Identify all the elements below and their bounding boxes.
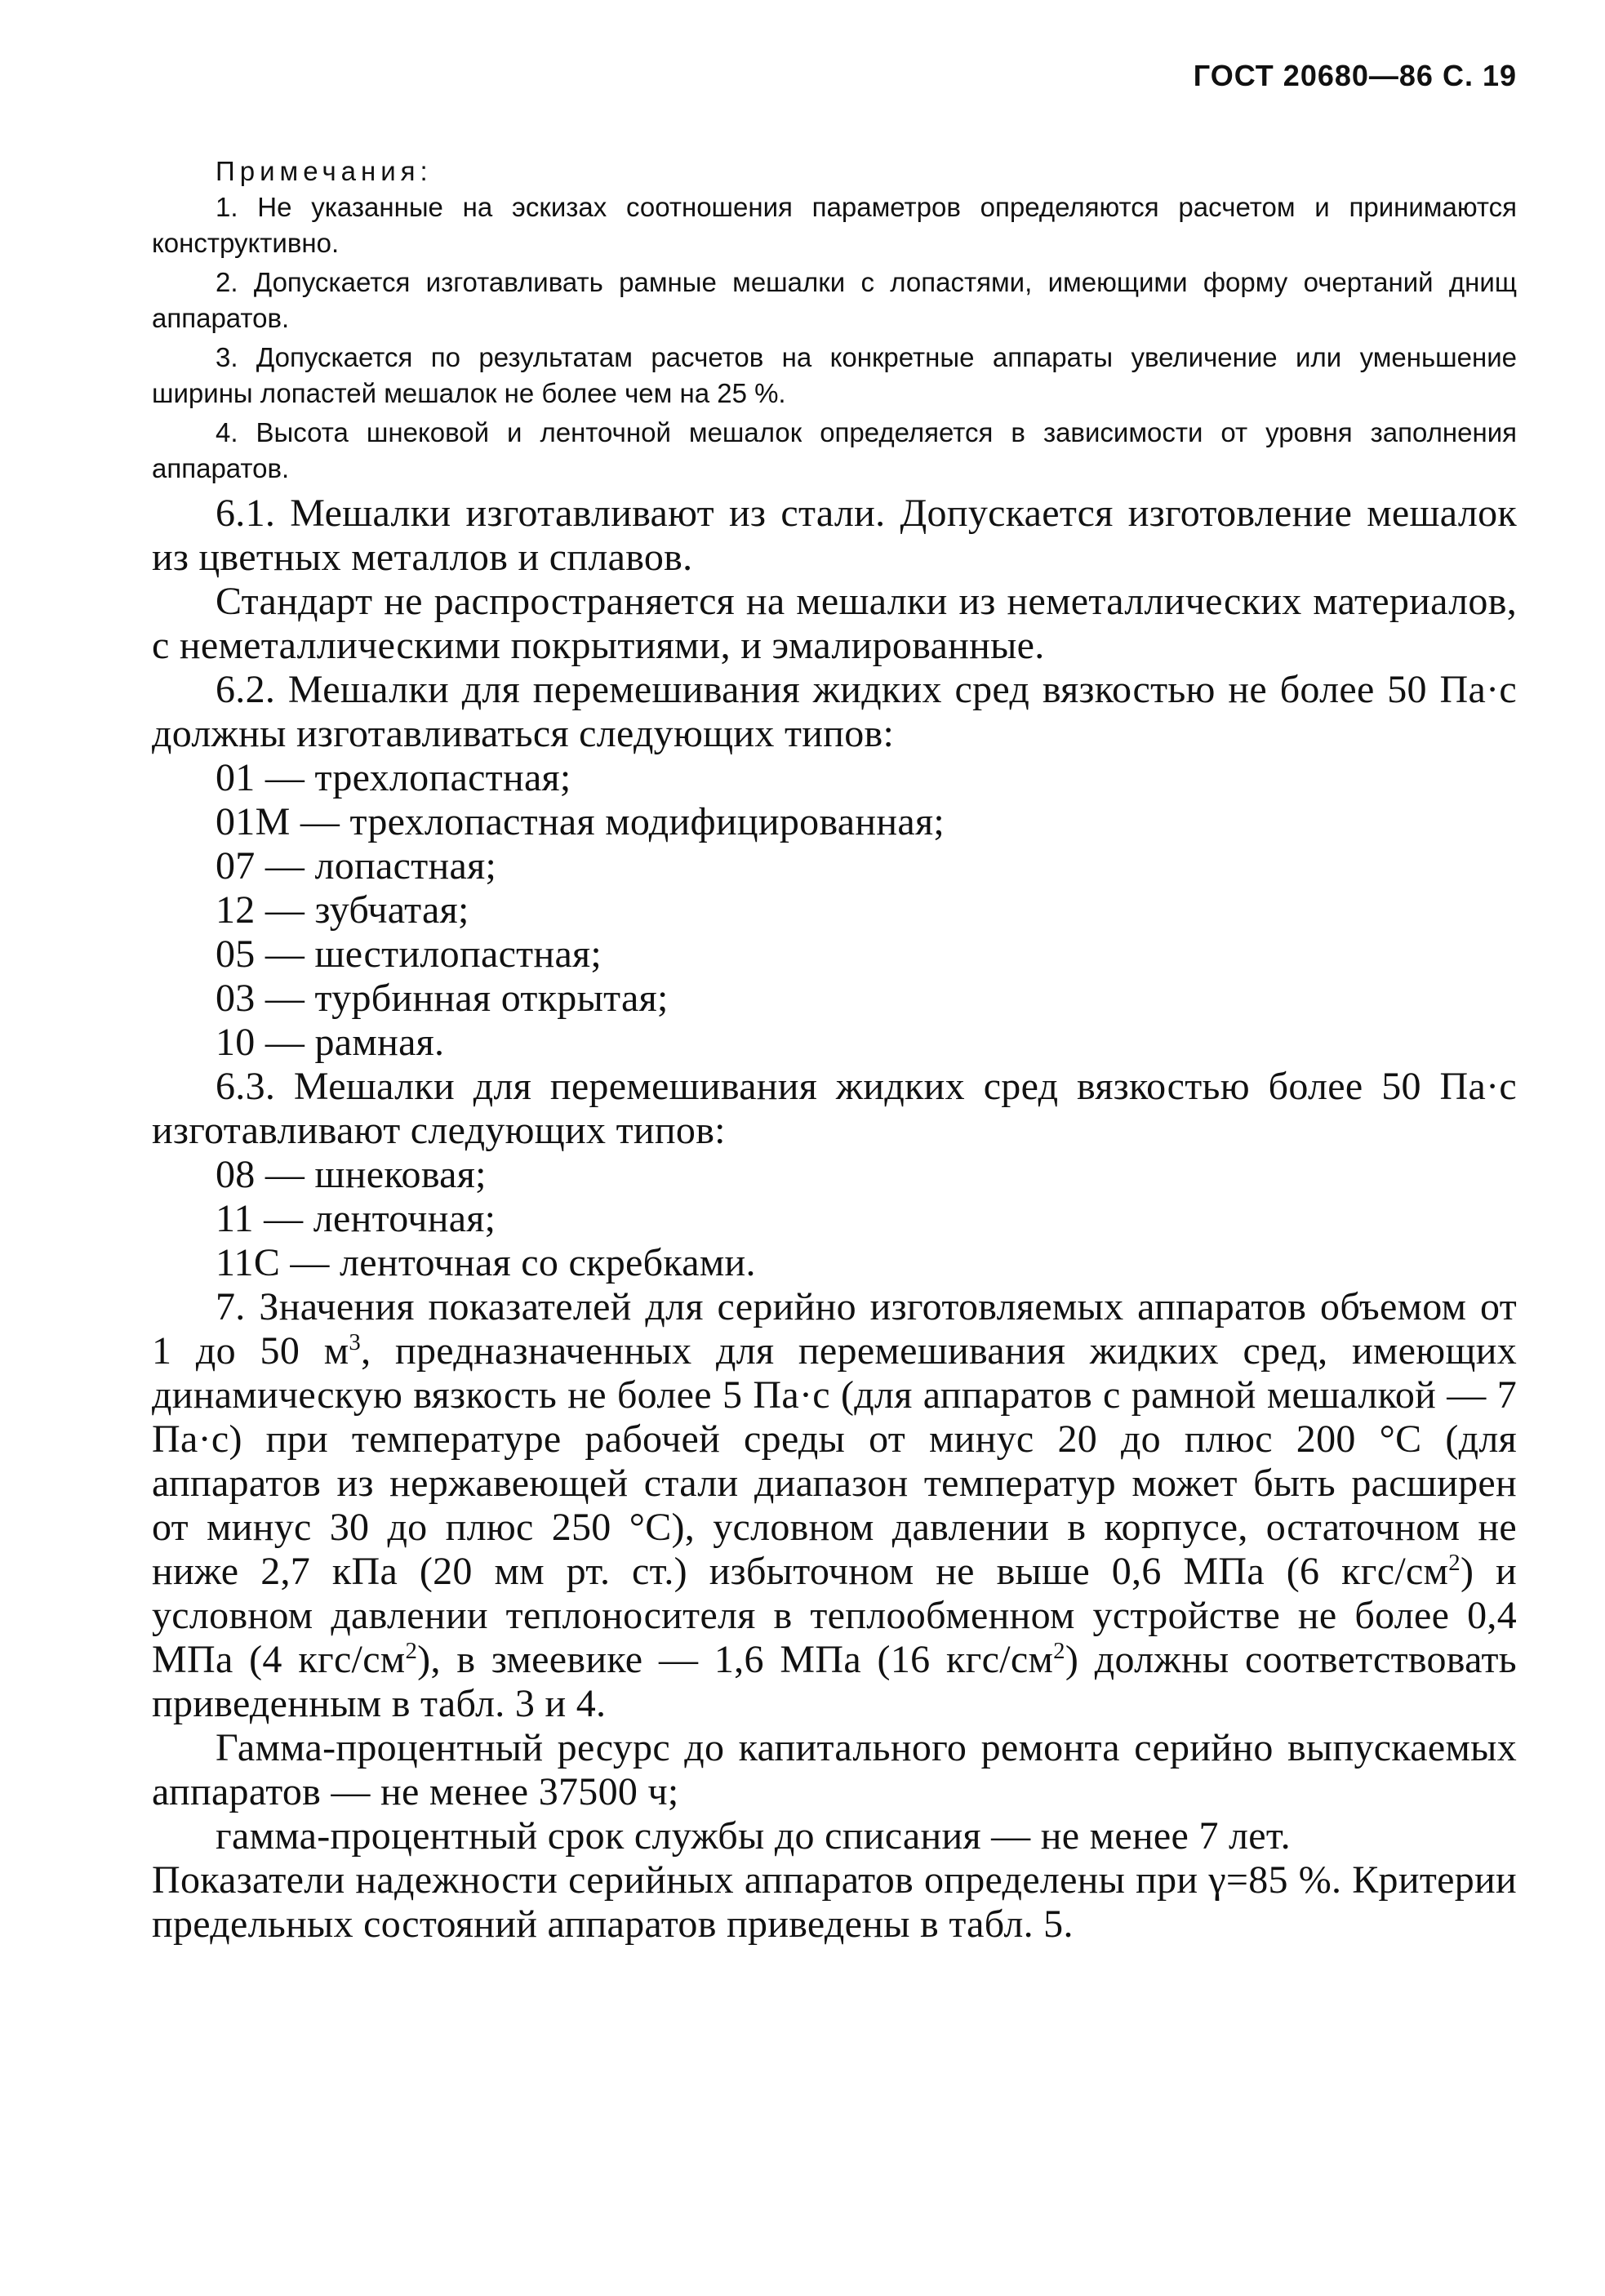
paragraph-6-3: 6.3. Мешалки для перемешивания жидких сред вязкостью более 50 Па·с изготавливают следующих типов:	[152, 1065, 1517, 1152]
main-text	[152, 492, 1517, 1947]
notes-section	[152, 154, 1517, 490]
type-item: 03 — турбинная открытая;	[216, 977, 669, 1020]
type-item: 05 — шестилопастная;	[216, 932, 602, 976]
note-item-4: 4. Высота шнековой и ленточной мешалок определяется в зависимости от уровня заполнения аппаратов.	[152, 417, 1517, 483]
superscript: 2	[405, 1638, 418, 1664]
superscript: 2	[1448, 1550, 1461, 1576]
paragraph-7-text: ) должны соответствовать приведенным в табл. 3 и 4.	[152, 1638, 1517, 1725]
paragraph-scope: Стандарт не распространяется на мешалки из неметаллических материалов, с неметаллическими покрытиями, и эмалированные.	[152, 580, 1517, 667]
type-item: 12 — зубчатая;	[216, 888, 469, 932]
type-item: 10 — рамная.	[216, 1021, 445, 1064]
note-item-1: 1. Не указанные на эскизах соотношения параметров определяются расчетом и принимаются конструктивно.	[152, 192, 1517, 258]
type-item: 08 — шнековая;	[216, 1153, 487, 1196]
paragraph-7	[152, 1285, 1517, 1726]
note-item-2: 2. Допускается изготавливать рамные мешалки с лопастями, имеющими форму очертаний днищ аппаратов.	[152, 267, 1517, 333]
type-item: 01М — трехлопастная модифицированная;	[216, 800, 945, 843]
paragraph-gamma-life: гамма-процентный срок службы до списания — не менее 7 лет.	[216, 1814, 1291, 1858]
paragraph-7-text: , предназначенных для перемешивания жидких сред, имеющих динамическую вязкость не более 5 Па·с (для аппаратов с рамной мешалкой — 7 Па·с) при температуре рабочей среды от минус 20 до плюс 200 °С (для аппаратов из нержавеющей стали диапазон температур может быть расширен от минус 30 до плюс 250 °С), условном давлении в корпусе, остаточном не ниже 2,7 кПа (20 мм рт. ст.) избыточном не выше 0,6 МПа (6 кгс/см	[152, 1329, 1517, 1593]
paragraph-7-text: ) и условном давлении теплоносителя в теплообменном устройстве не более 0,4 МПа (4 кгс/см	[152, 1550, 1518, 1681]
superscript: 3	[349, 1329, 362, 1355]
paragraph-6-2: 6.2. Мешалки для перемешивания жидких сред вязкостью не более 50 Па·с должны изготавливаться следующих типов:	[152, 668, 1517, 755]
type-item: 11 — ленточная;	[216, 1197, 496, 1240]
page-number-header: ГОСТ 20680—86 С. 19	[1193, 59, 1517, 92]
paragraph-gamma-resource: Гамма-процентный ресурс до капитального ремонта серийно выпускаемых аппаратов — не менее 37500 ч;	[152, 1726, 1517, 1813]
note-item-3: 3. Допускается по результатам расчетов на конкретные аппараты увеличение или уменьшение ширины лопастей мешалок не более чем на 25 %.	[152, 342, 1517, 408]
paragraph-6-1: 6.1. Мешалки изготавливают из стали. Допускается изготовление мешалок из цветных металлов и сплавов.	[152, 492, 1517, 579]
paragraph-7-text: 7. Значения показателей для серийно изготовляемых аппаратов объемом от 1 до 50 м	[152, 1285, 1517, 1373]
paragraph-reliability: Показатели надежности серийных аппаратов определены при γ=85 %. Критерии предельных состояний аппаратов приведены в табл. 5.	[152, 1858, 1517, 1946]
paragraph-7-text: ), в змеевике — 1,6 МПа (16 кгс/см	[417, 1638, 1054, 1681]
type-item: 07 — лопастная;	[216, 844, 497, 888]
superscript: 2	[1053, 1638, 1065, 1664]
notes-title: Примечания:	[216, 156, 433, 186]
type-item: 01 — трехлопастная;	[216, 756, 571, 799]
type-item: 11С — ленточная со скребками.	[216, 1241, 756, 1284]
